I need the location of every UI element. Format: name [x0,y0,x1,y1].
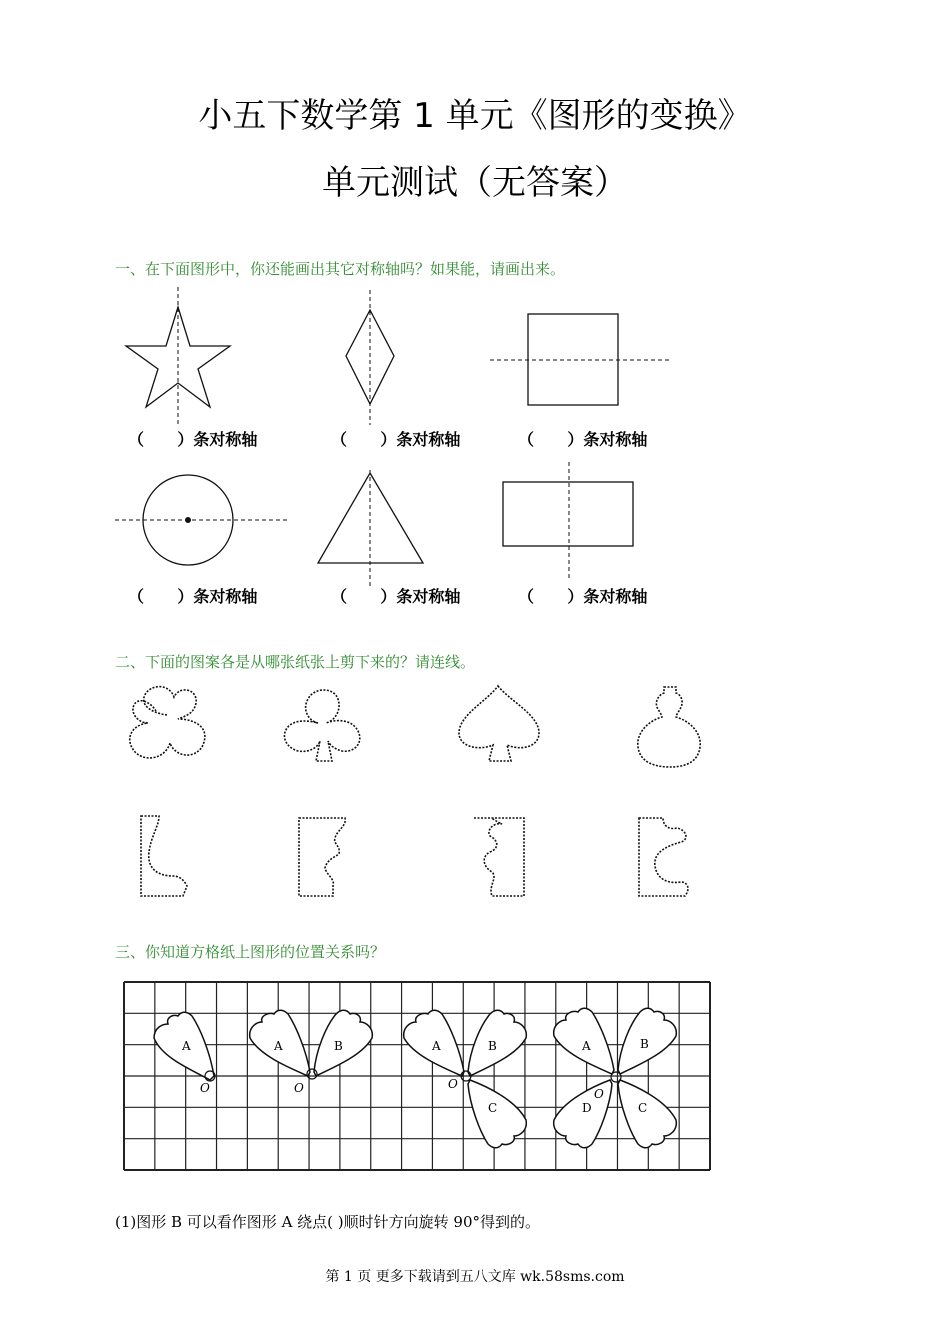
petal-label-d: D [582,1101,592,1115]
rotation-figure-2 [250,1010,373,1095]
rotation-figure-1 [154,1012,215,1095]
circle-figure [115,470,290,570]
petal-label-c: C [638,1101,648,1115]
star-figure [120,285,240,425]
spade-pattern [455,683,545,768]
petal-label-a: A [274,1039,283,1053]
center-label-o: O [200,1081,210,1095]
petal-label-a: A [432,1039,441,1053]
axis-count-label: （ ）条对称轴 [331,430,461,449]
petal-label-b: B [334,1039,343,1053]
section-1-heading: 一、在下面图形中，你还能画出其它对称轴吗？如果能，请画出来。 [115,260,566,278]
square-figure [490,310,670,410]
section-2-heading: 二、下面的图案各是从哪张纸张上剪下来的？请连线。 [115,653,476,671]
petal-label-b: B [488,1039,497,1053]
triangle-figure [315,470,430,590]
rotation-figure-3 [404,1010,527,1148]
question-1: (1)图形 B 可以看作图形 A 绕点( )顺时针方向旋转 90°得到的。 [115,1213,541,1231]
petal-label-b: B [640,1037,649,1051]
paper-card-1 [135,812,195,902]
document-title: 小五下数学第 1 单元《图形的变换》 [198,96,752,136]
grid-paper [122,980,712,1170]
rhombus-figure [330,290,410,425]
paper-card-3 [468,812,533,902]
axis-count-label: （ ）条对称轴 [518,430,648,449]
axis-count-label: （ ）条对称轴 [128,587,258,606]
petal-label-a: A [182,1039,191,1053]
paper-card-4 [633,812,698,902]
petal-label-a: A [582,1039,591,1053]
paper-card-2 [293,812,358,902]
axis-count-label: （ ）条对称轴 [128,430,258,449]
page-footer: 第 1 页 更多下载请到五八文库 wk.58sms.com [325,1269,625,1285]
center-label-o: O [448,1077,458,1091]
rectangle-figure [500,462,640,580]
section-3-heading: 三、你知道方格纸上图形的位置关系吗？ [115,943,386,961]
axis-count-label: （ ）条对称轴 [331,587,461,606]
petal-label-c: C [488,1101,498,1115]
gourd-pattern [630,683,710,773]
club-pattern [278,685,368,765]
center-label-o: O [294,1081,304,1095]
trefoil-pattern [120,685,215,765]
rotation-figure-4 [554,1008,677,1148]
document-subtitle: 单元测试（无答案） [322,163,628,203]
center-label-o: O [594,1087,604,1101]
axis-count-label: （ ）条对称轴 [518,587,648,606]
